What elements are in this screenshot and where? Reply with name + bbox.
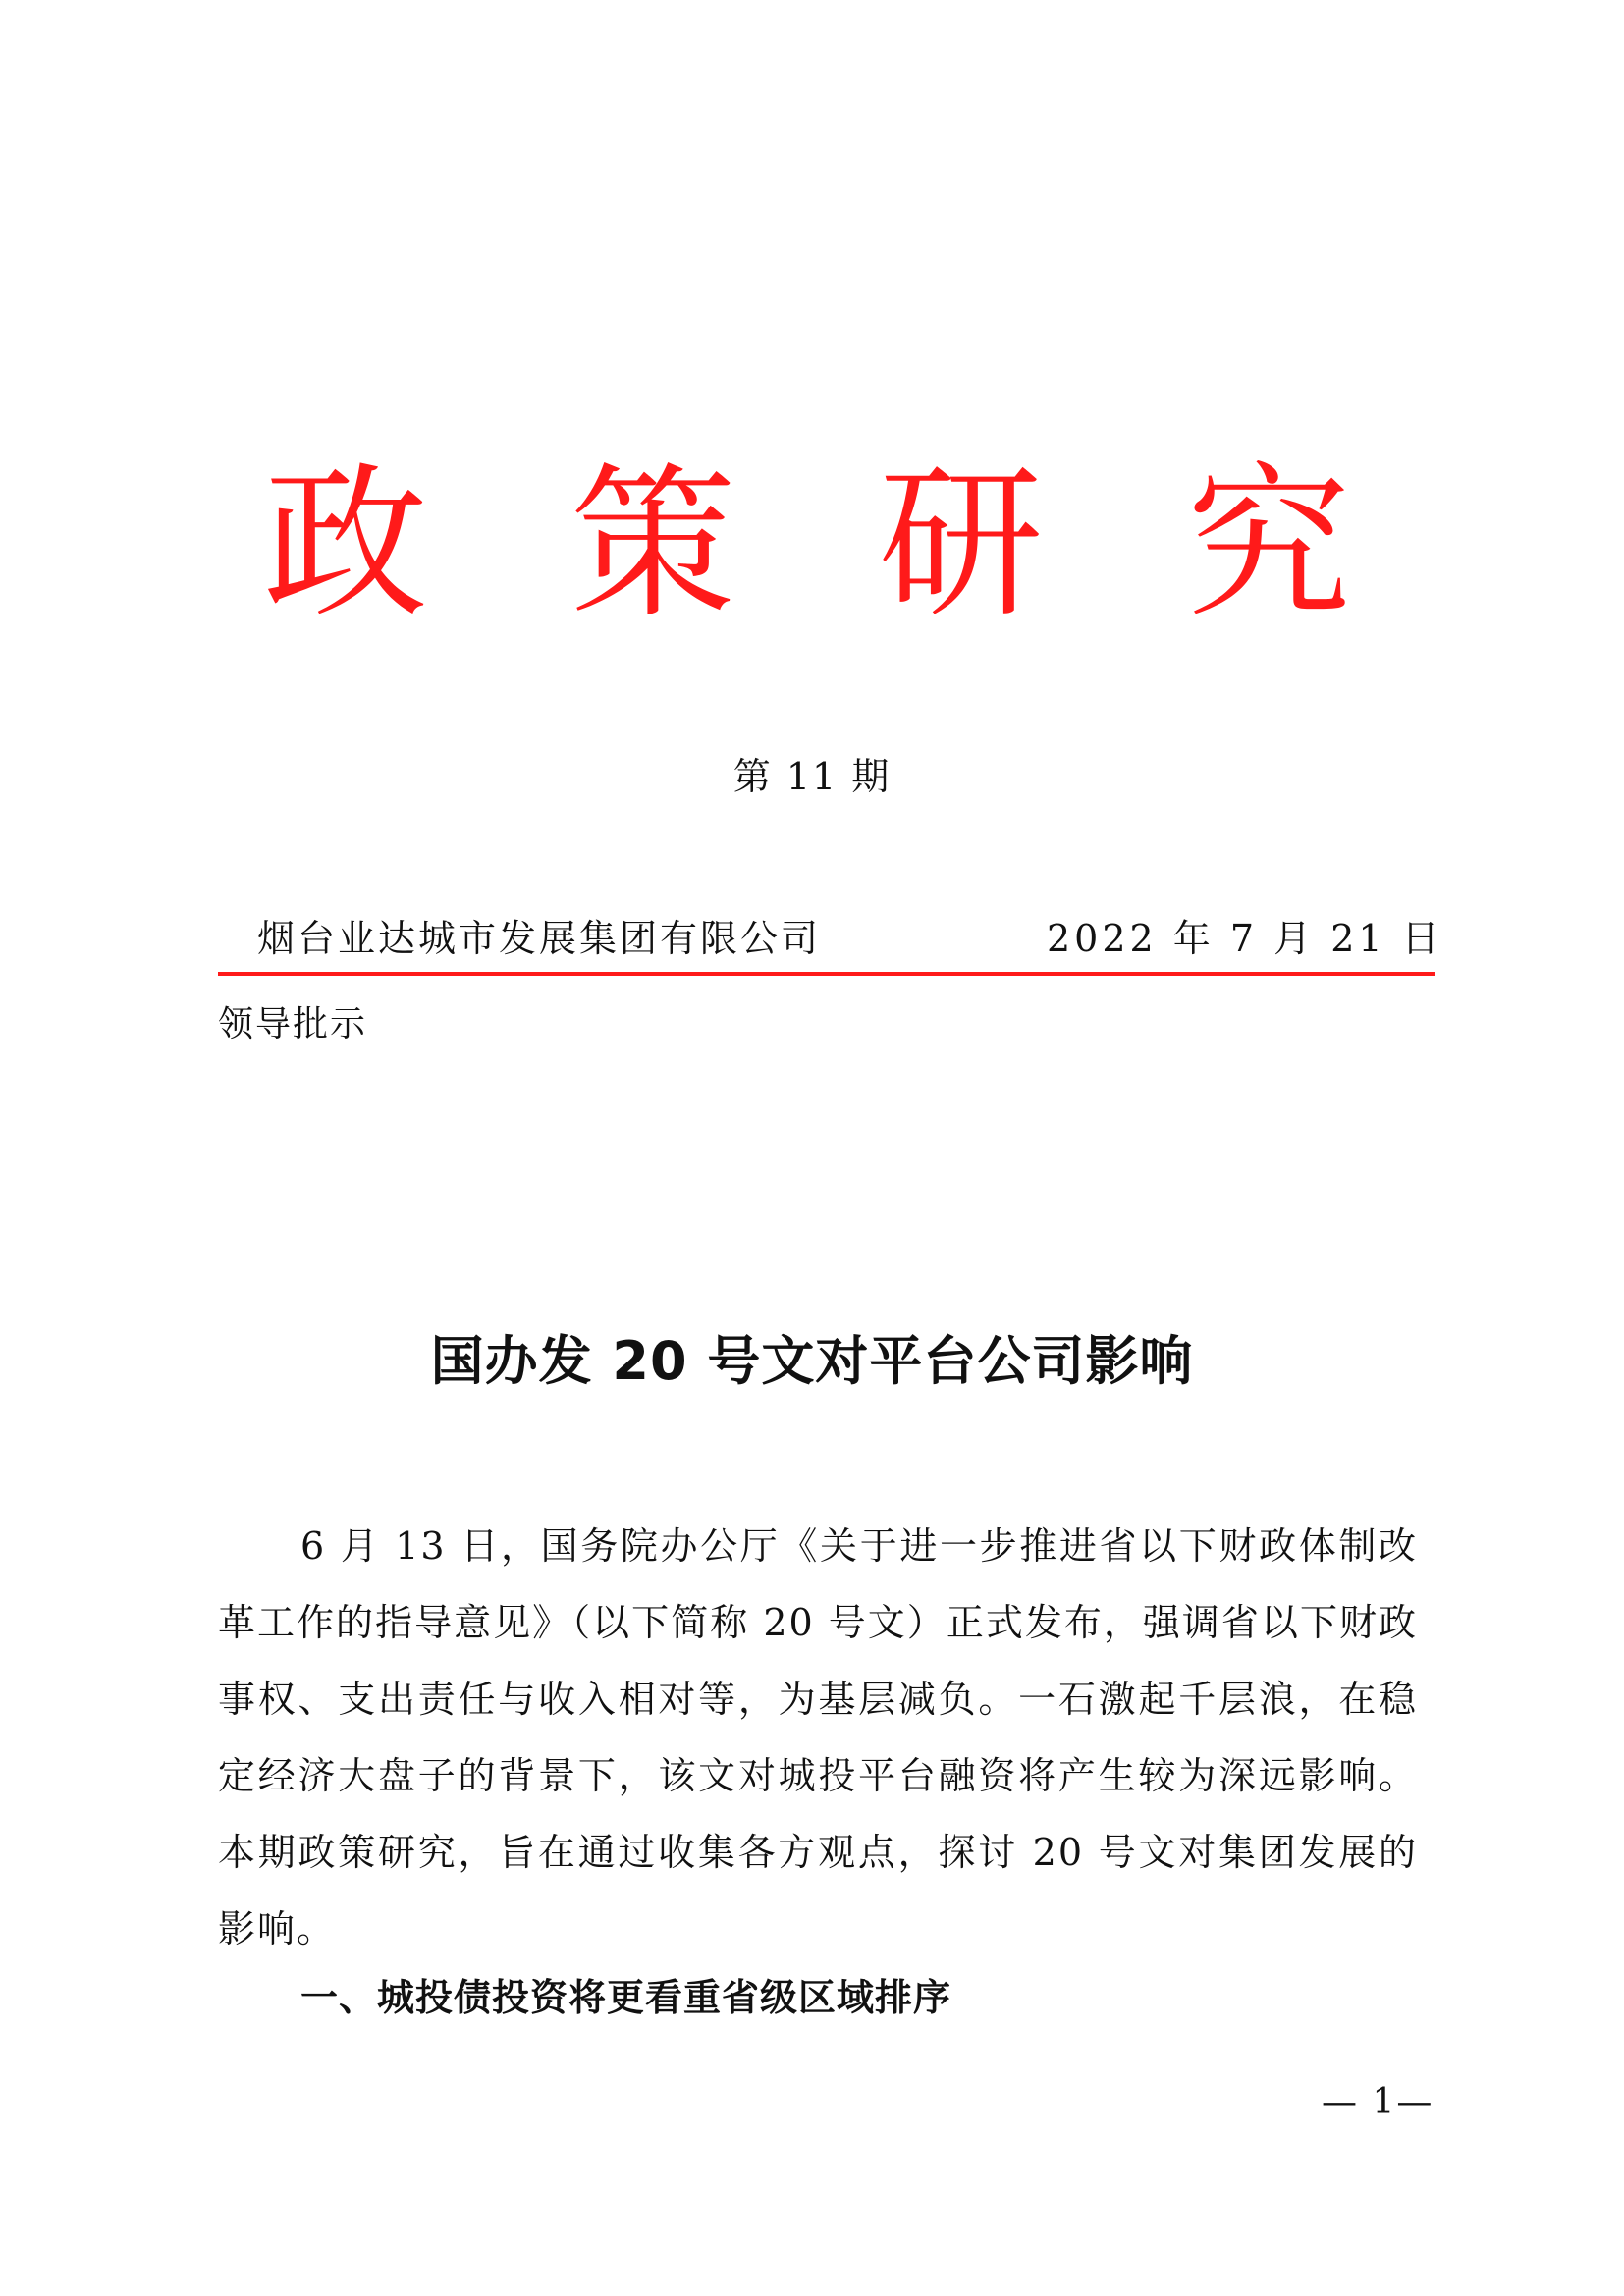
page-number: — 1— [1322, 2082, 1435, 2122]
red-header-rule [218, 972, 1435, 976]
intro-paragraph: 6 月 13 日，国务院办公厅《关于进一步推进省以下财政体制改革工作的指导意见》（以下简称 20 号文）正式发布，强调省以下财政事权、支出责任与收入相对等，为基层减负。一石激起千层浪，在稳定经济大盘子的背景下，该文对城投平台融资将产生较为深远影响。本期政策研究，旨在通过收集各方观点，探讨 20 号文对集团发展的影响。 [218, 1524, 1418, 1950]
leader-comment-label: 领导批示 [218, 1004, 368, 1044]
issuing-organization: 烟台业达城市发展集团有限公司 [257, 917, 822, 960]
document-title: 国办发 20 号文对平台公司影响 [430, 1330, 1194, 1392]
issue-number: 第 11 期 [732, 755, 892, 798]
masthead-title: 政 策 研 究 [262, 448, 1397, 640]
section-heading-1: 一、城投债投资将更看重省级区域排序 [300, 1976, 952, 2019]
issue-date: 2022 年 7 月 21 日 [1047, 917, 1443, 960]
